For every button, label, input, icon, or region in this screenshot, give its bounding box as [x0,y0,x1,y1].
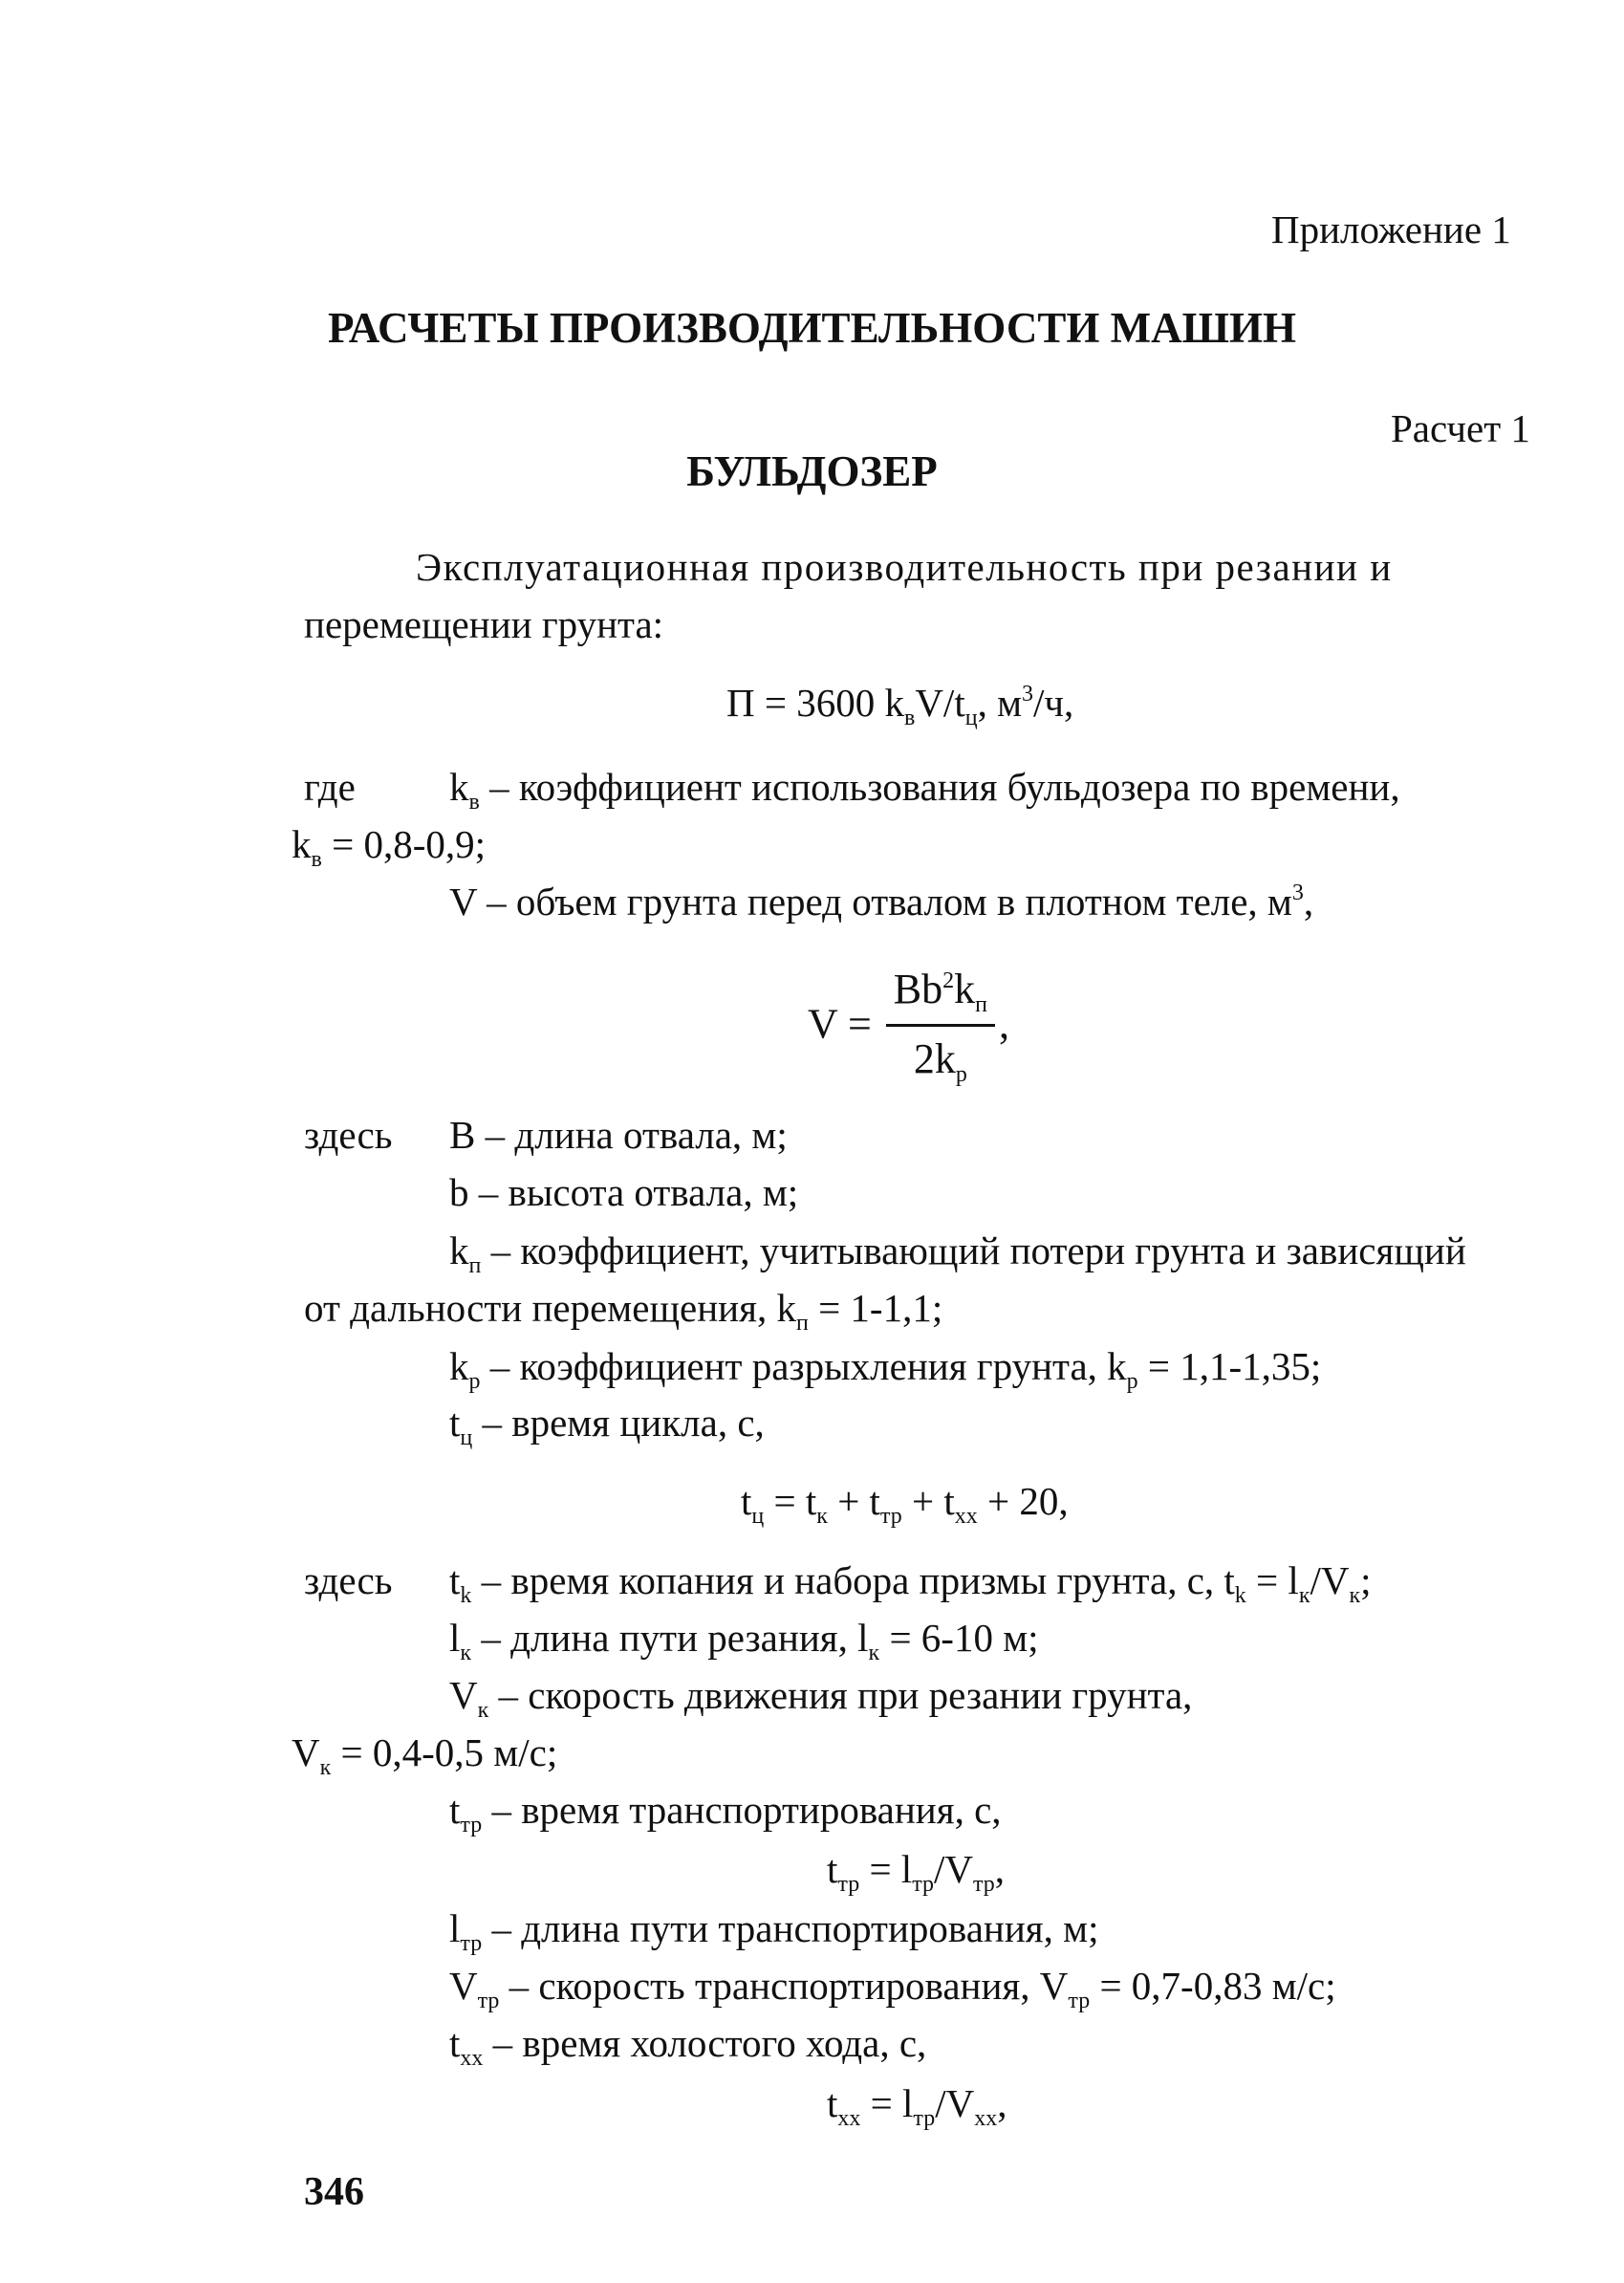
tk-definition: $t_k$ – время копания и набора призмы грунта, с, $t_k = l_к/V_к$; [449,1558,1372,1608]
appendix-label: Приложение 1 [1271,207,1511,251]
v-definition: V – объем грунта перед отвалом в плотном теле, $м^3$, [449,880,1314,924]
vtr-definition: $V_{тр}$ – скорость транспортирования, $V_{тр} = 0,7-0,83$ м/с; [449,1964,1336,2013]
calc-label: Расчет 1 [1391,406,1530,450]
where-label: где [304,765,356,809]
intro-line-1: Эксплуатационная производительность при резании и [416,545,1393,589]
volume-fraction: $\frac{Bb^2k_п}{2k_р}$ [886,961,995,1088]
tc-definition: $t_ц$ – время цикла, с, [449,1401,765,1450]
b-height-definition: b – высота отвала, м; [449,1170,799,1214]
here-label-2: здесь [304,1558,393,1602]
section-title: БУЛЬДОЗЕР [686,447,938,495]
volume-formula: V = $\frac{Bb^2k_п}{2k_р}$ , [808,961,1009,1088]
idle-time-formula: $t_{хх} = l_{тр}/V_{хх}$, [827,2081,1007,2131]
vk-definition: $V_к$ – скорость движения при резании грунта, [449,1673,1193,1723]
kv-definition-cont: $k_в = 0,8-0,9$; [292,822,487,872]
here-label-1: здесь [304,1113,393,1157]
lk-definition: $l_к$ – длина пути резания, $l_к = 6-10$ м; [449,1616,1039,1665]
productivity-formula: П = 3600 $k_вV/t_ц$, $м^3/ч$, [726,681,1074,730]
kp-definition-cont: от дальности перемещения, $k_п = 1-1,1$; [304,1286,943,1336]
kv-definition: $k_в$ – коэффициент использования бульдозера по времени, [449,765,1400,815]
ltr-definition: $l_{тр}$ – длина пути транспортирования, м; [449,1906,1099,1956]
txx-definition: $t_{хх}$ – время холостого хода, с, [449,2021,927,2071]
transport-time-formula: $t_{тр} = l_{тр}/V_{тр}$, [827,1847,1006,1897]
kp-definition: $k_п$ – коэффициент, учитывающий потери грунта и зависящий [449,1228,1466,1278]
intro-line-2: перемещении грунта: [304,602,664,646]
main-title: РАСЧЕТЫ ПРОИЗВОДИТЕЛЬНОСТИ МАШИН [327,304,1296,352]
cycle-time-formula: $t_ц = t_к + t_{тр} + t_{хх} + 20$, [741,1479,1069,1529]
page-number: 346 [304,2170,364,2214]
ttr-definition: $t_{тр}$ – время транспортирования, с, [449,1788,1002,1837]
vk-definition-cont: $V_к = 0,4-0,5$ м/с; [292,1730,558,1780]
kr-definition: $k_р$ – коэффициент разрыхления грунта, $k_р = 1,1-1,35$; [449,1344,1322,1394]
b-length-definition: B – длина отвала, м; [449,1113,788,1157]
